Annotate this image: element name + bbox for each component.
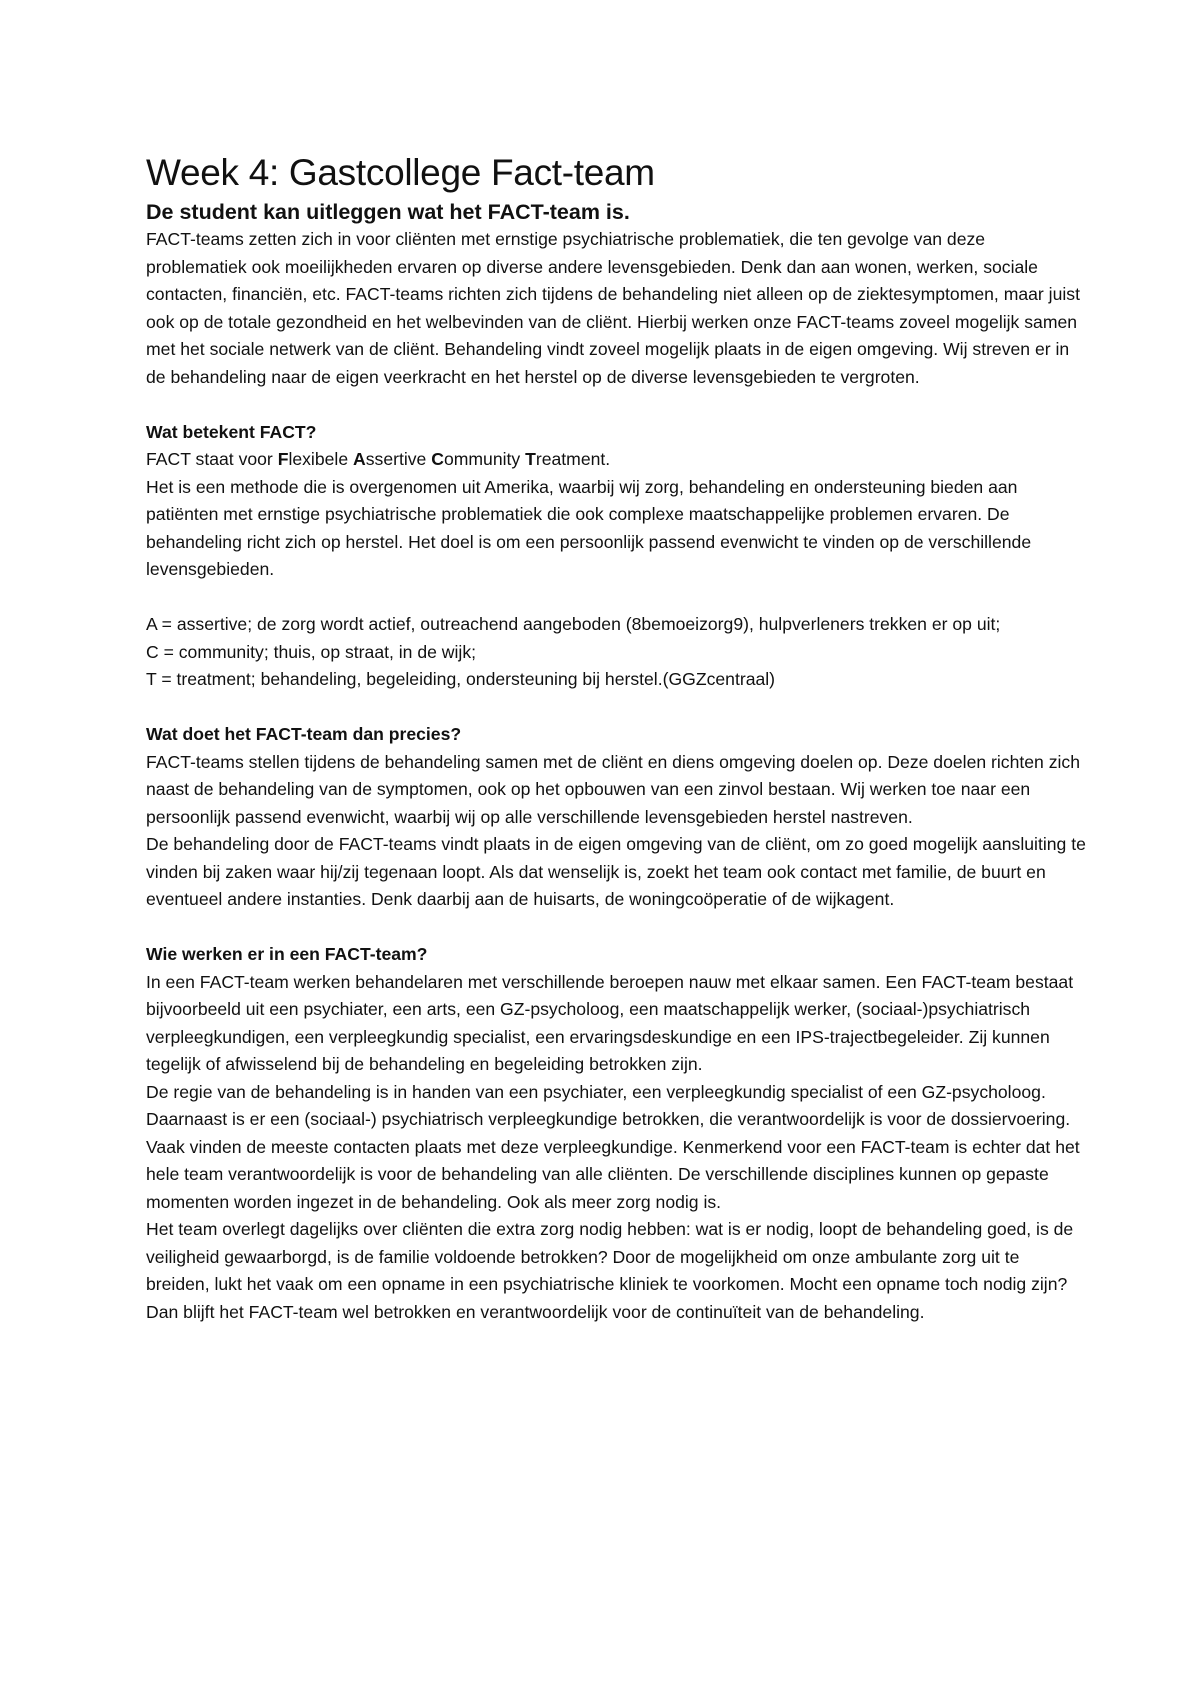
acronym-prefix: FACT staat voor: [146, 449, 278, 469]
acronym-letter-f: F: [277, 449, 289, 469]
page-subtitle: De student kan uitleggen wat het FACT-team is.: [146, 200, 630, 224]
what-does-paragraph-1: FACT-teams stellen tijdens de behandeling samen met de cliënt en diens omgeving doelen op. Deze doelen richten zich naast de behandeling van de symptomen, ook op het opbouwen van een zinvol bestaan. Wij werken toe naar een persoonlijk passend evenwicht, waarbij wij op alle verschillende levensgebieden herstel nastreven.: [146, 751, 1081, 827]
acronym-rest-t: reatment.: [535, 449, 611, 469]
fact-method-paragraph: Het is een methode die is overgenomen uit Amerika, waarbij wij zorg, behandeling en ondersteuning bieden aan patiënten met ernstige psychiatrische problematiek die ook complexe maatschappelijke problemen ervaren. De behandeling richt zich op herstel. Het doel is om een persoonlijk passend evenwicht te vinden op de verschillende levensgebieden.: [146, 476, 1032, 579]
definition-treatment: T = treatment; behandeling, begeleiding, ondersteuning bij herstel.(GGZcentraal): [146, 669, 776, 689]
spacer: [146, 914, 1086, 942]
page-title: Week 4: Gastcollege Fact-team: [146, 152, 655, 193]
intro-paragraph: FACT-teams zetten zich in voor cliënten met ernstige psychiatrische problematiek, die ten gevolge van deze problematiek ook moeilijkheden ervaren op diverse andere levensgebieden. Denk dan aan wonen, werken, sociale contacten, financiën, etc. FACT-teams richten zich tijdens de behandeling niet alleen op de ziektesymptomen, maar juist ook op de totale gezondheid en het welbevinden van de cliënt. Hierbij werken onze FACT-teams zoveel mogelijk samen met het sociale netwerk van de cliënt. Behandeling vindt zoveel mogelijk plaats in de eigen omgeving. Wij streven er in de behandeling naar de eigen veerkracht en het herstel op de diverse levensgebieden te vergroten.: [146, 229, 1080, 387]
who-works-paragraph-2: De regie van de behandeling is in handen van een psychiater, een verpleegkundig specialist of een GZ-psycholoog. Daarnaast is er een (sociaal-) psychiatrisch verpleegkundige betrokken, die verantwoordelijk is voor de dossiervoering. Vaak vinden de meeste contacten plaats met deze verpleegkundige. Kenmerkend voor een FACT-team is echter dat het hele team verantwoordelijk is voor de behandeling van alle cliënten. De verschillende disciplines kunnen op gepaste momenten worden ingezet in de behandeling. Ook als meer zorg nodig is.: [146, 1081, 1080, 1212]
acronym-letter-c: C: [431, 449, 444, 469]
document-page: [146, 150, 1086, 1326]
spacer: [146, 391, 1086, 419]
definition-assertive: A = assertive; de zorg wordt actief, outreachend aangeboden (8bemoeizorg9), hulpverleners trekken er op uit;: [146, 614, 1001, 634]
definition-community: C = community; thuis, op straat, in de wijk;: [146, 641, 477, 662]
acronym-letter-a: A: [353, 449, 366, 469]
who-works-paragraph-3: Het team overlegt dagelijks over cliënten die extra zorg nodig hebben: wat is er nodig, loopt de behandeling goed, is de veiligheid gewaarborgd, is de familie voldoende betrokken? Door de mogelijkheid om onze ambulante zorg uit te breiden, lukt het vaak om een opname in een psychiatrische kliniek te voorkomen. Mocht een opname toch nodig zijn? Dan blijft het FACT-team wel betrokken en verantwoordelijk voor de continuïteit van de behandeling.: [146, 1219, 1074, 1322]
who-works-paragraph-1: In een FACT-team werken behandelaren met verschillende beroepen nauw met elkaar samen. Een FACT-team bestaat bijvoorbeeld uit een psychiater, een arts, een GZ-psycholoog, een maatschappelijk werker, (sociaal-)psychiatrisch verpleegkundigen, een verpleegkundig specialist, een ervaringsdeskundige en een IPS-trajectbegeleider. Zij kunnen tegelijk of afwisselend bij de behandeling en begeleiding betrokken zijn.: [146, 971, 1074, 1074]
what-does-paragraph-2: De behandeling door de FACT-teams vindt plaats in de eigen omgeving van de cliënt, om zo goed mogelijk aansluiting te vinden bij zaken waar hij/zij tegenaan loopt. Als dat wenselijk is, zoekt het team ook contact met familie, de buurt en eventueel andere instanties. Denk daarbij aan de huisarts, de woningcoöperatie of de wijkagent.: [146, 834, 1086, 909]
section-heading-what-does: Wat doet het FACT-team dan precies?: [146, 724, 462, 744]
acronym-rest-a: ssertive: [365, 449, 432, 469]
acronym-rest-c: ommunity: [443, 449, 526, 469]
spacer: [146, 584, 1086, 612]
section-heading-fact-meaning: Wat betekent FACT?: [146, 421, 317, 442]
acronym-letter-t: T: [525, 449, 536, 469]
spacer: [146, 694, 1086, 722]
acronym-rest-f: lexibele: [288, 449, 353, 469]
acronym-line: [146, 446, 1086, 474]
section-heading-who-works: Wie werken er in een FACT-team?: [146, 944, 428, 964]
